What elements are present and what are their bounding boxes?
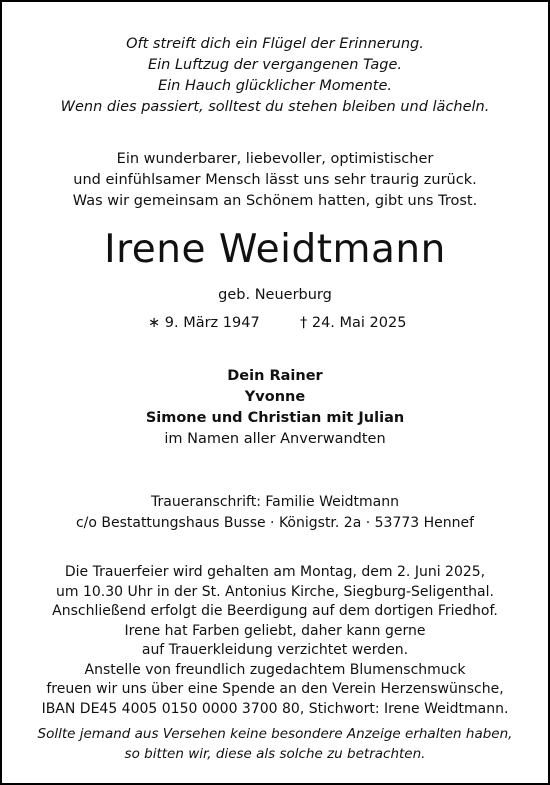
birth-date: ∗ 9. März 1947 xyxy=(148,315,260,331)
service-line: Anschließend erfolgt die Beerdigung auf dem dortigen Friedhof. xyxy=(52,603,498,619)
mourners xyxy=(2,366,548,450)
intro-line: Was wir gemeinsam an Schönem hatten, gibt uns Trost. xyxy=(72,193,478,209)
deceased-name: Irene Weidtmann xyxy=(104,227,446,272)
address-line: Traueranschrift: Familie Weidtmann xyxy=(151,494,399,510)
mourner-name: Yvonne xyxy=(244,389,306,405)
service-line: freuen wir uns über eine Spende an den Verein Herzenswünsche, xyxy=(46,681,504,697)
maiden-name: geb. Neuerburg xyxy=(218,287,332,303)
note-line: so bitten wir, diese als solche zu betrachten. xyxy=(124,745,426,762)
service-line: um 10.30 Uhr in der St. Antonius Kirche, Siegburg-Seligenthal. xyxy=(56,583,494,600)
mourner-name: Simone und Christian mit Julian xyxy=(145,410,405,426)
note-line: Sollte jemand aus Versehen keine besondere Anzeige erhalten haben, xyxy=(37,726,513,742)
service-line: Anstelle von freundlich zugedachtem Blumenschmuck xyxy=(84,661,466,678)
poem-line: Wenn dies passiert, solltest du stehen bleiben und lächeln. xyxy=(60,99,490,115)
poem-line: Ein Hauch glücklicher Momente. xyxy=(157,78,393,94)
address-line: c/o Bestattungshaus Busse · Königstr. 2a · 53773 Hennef xyxy=(75,515,475,531)
service-line: Die Trauerfeier wird gehalten am Montag, dem 2. Juni 2025, xyxy=(64,564,486,580)
intro-text xyxy=(2,149,548,212)
service-line: Irene hat Farben geliebt, daher kann gerne xyxy=(124,622,426,639)
intro-line: Ein wunderbarer, liebevoller, optimistischer xyxy=(116,151,434,167)
service-line: auf Trauerkleidung verzichtet werden. xyxy=(141,642,409,658)
poem-line: Ein Luftzug der vergangenen Tage. xyxy=(147,57,403,73)
mourning-address xyxy=(2,492,548,534)
memorial-poem xyxy=(2,34,548,118)
poem-line: Oft streift dich ein Flügel der Erinnerung. xyxy=(126,36,424,52)
death-date: † 24. Mai 2025 xyxy=(300,315,407,331)
funeral-service-info xyxy=(2,563,548,719)
notice-disclaimer xyxy=(2,725,548,764)
relatives-line: im Namen aller Anverwandten xyxy=(164,431,386,447)
mourner-name: Dein Rainer xyxy=(227,368,323,384)
intro-line: und einfühlsamer Mensch lässt uns sehr traurig zurück. xyxy=(73,172,477,188)
service-line: IBAN DE45 4005 0150 0000 3700 80, Stichwort: Irene Weidtmann. xyxy=(41,700,509,717)
